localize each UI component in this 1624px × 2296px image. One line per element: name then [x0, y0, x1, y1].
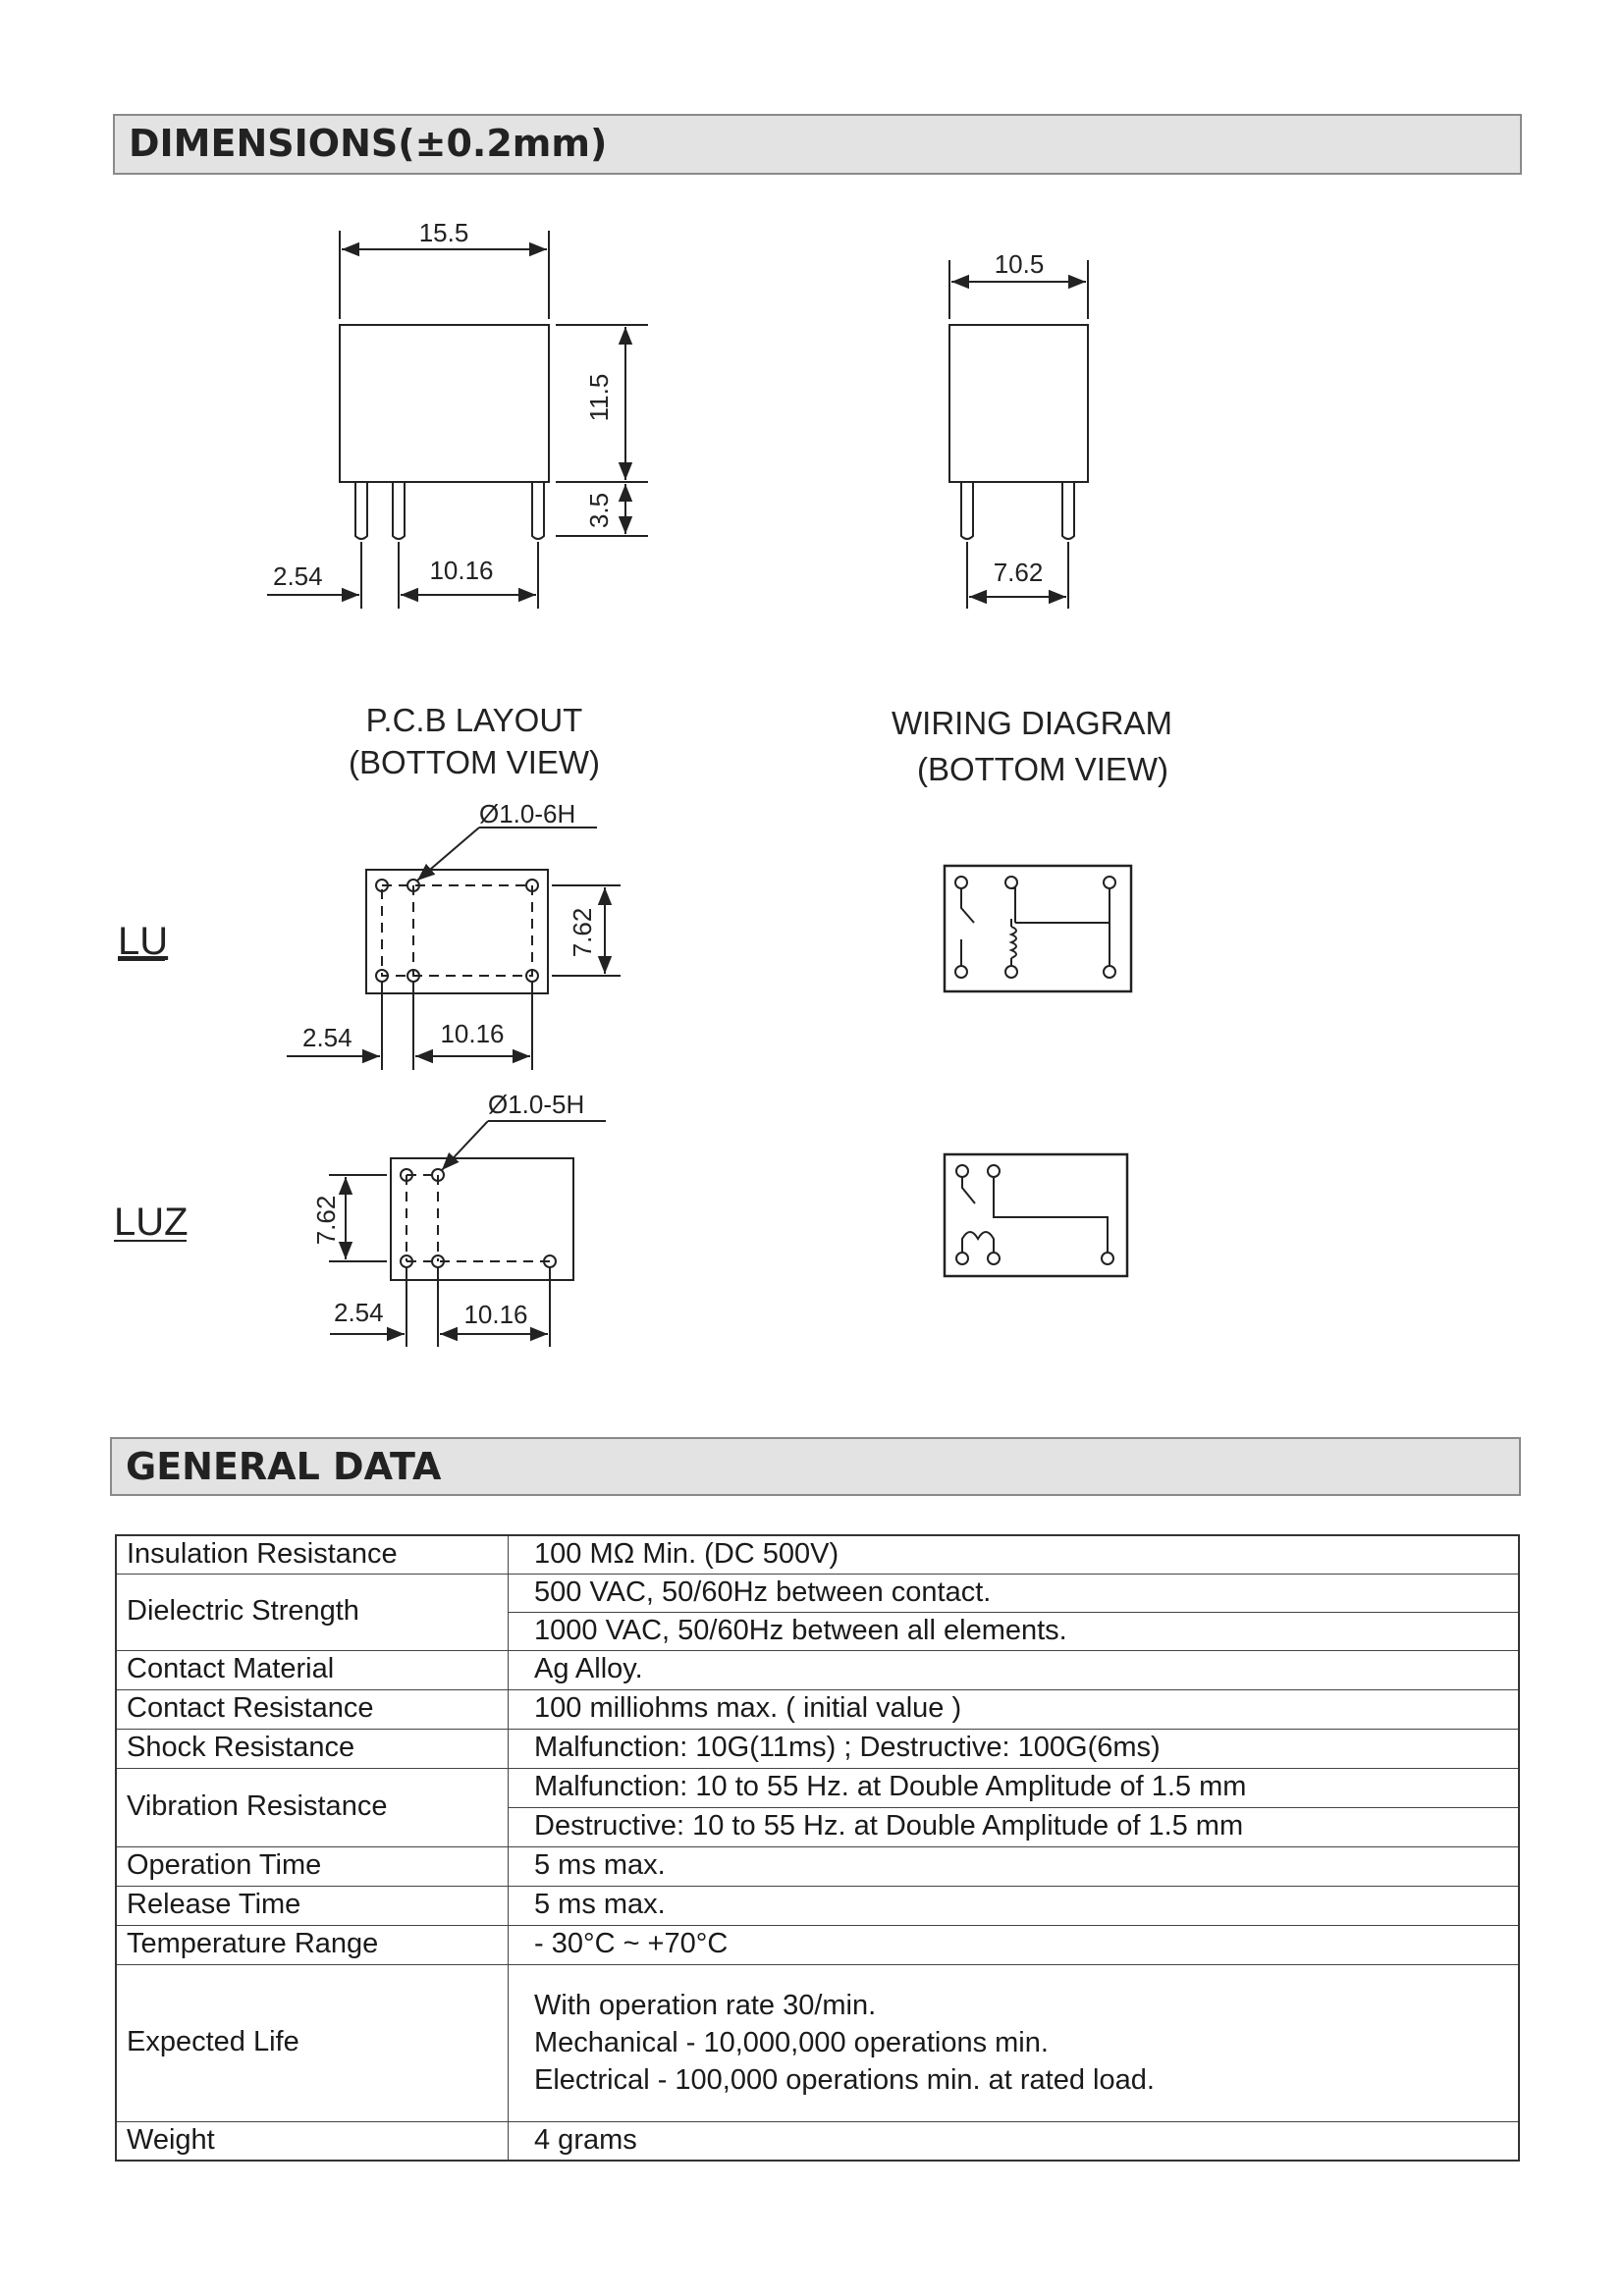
table-row [116, 1650, 1519, 1689]
luz-variant-label: LUZ [114, 1201, 189, 1244]
luz-pcb-holes [401, 1169, 556, 1267]
general-data-table [115, 1534, 1520, 2162]
row-label: Expected Life [116, 1964, 509, 2121]
luz-span-label: 10.16 [463, 1300, 528, 1329]
table-row [116, 1846, 1519, 1886]
row-label: Dielectric Strength [116, 1574, 509, 1650]
luz-coil-icon [962, 1232, 994, 1253]
row-value: 4 grams [509, 2121, 1520, 2161]
row-label: Release Time [116, 1886, 509, 1925]
relay-body-side [340, 325, 549, 482]
relay-pins-end [961, 482, 1074, 539]
lu-hole-note: Ø1.0-6H [479, 799, 576, 828]
lu-pcb-holes [376, 880, 538, 982]
relay-body-end [949, 325, 1088, 482]
row-value: 100 milliohms max. ( initial value ) [509, 1689, 1520, 1729]
row-label: Vibration Resistance [116, 1768, 509, 1846]
lu-height-label: 7.62 [568, 907, 597, 958]
luz-height-label: 7.62 [311, 1195, 341, 1246]
table-row [116, 1574, 1519, 1612]
row-label: Contact Material [116, 1650, 509, 1689]
lu-span-label: 10.16 [440, 1019, 505, 1048]
row-value: Destructive: 10 to 55 Hz. at Double Amplitude of 1.5 mm [509, 1807, 1520, 1846]
luz-offset-label: 2.54 [334, 1298, 384, 1327]
view-titles [349, 702, 1172, 787]
table-row [116, 1729, 1519, 1768]
row-label: Temperature Range [116, 1925, 509, 1964]
row-label: Insulation Resistance [116, 1535, 509, 1574]
dimensions-heading: DIMENSIONS(±0.2mm) [113, 114, 1522, 175]
side-pin-offset-label: 2.54 [273, 561, 323, 591]
table-row [116, 1886, 1519, 1925]
row-value: 5 ms max. [509, 1886, 1520, 1925]
lu-wiring-diagram [945, 866, 1131, 991]
row-label: Operation Time [116, 1846, 509, 1886]
relay-pins-side [355, 482, 544, 539]
pcb-layout-title: P.C.B LAYOUT [365, 702, 583, 738]
variant-labels [114, 920, 189, 1244]
general-data-heading: GENERAL DATA [110, 1437, 1521, 1496]
row-label: Shock Resistance [116, 1729, 509, 1768]
table-row [116, 1925, 1519, 1964]
wiring-diagram-subtitle: (BOTTOM VIEW) [916, 751, 1169, 787]
expected-life-line: Mechanical - 10,000,000 operations min. [534, 2027, 1049, 2058]
table-row [116, 1535, 1519, 1574]
expected-life-line: With operation rate 30/min. [534, 1990, 877, 2021]
row-value: Ag Alloy. [509, 1650, 1520, 1689]
end-pin-span-label: 7.62 [993, 558, 1044, 587]
row-label: Contact Resistance [116, 1689, 509, 1729]
row-value: 1000 VAC, 50/60Hz between all elements. [509, 1612, 1520, 1650]
row-value: Malfunction: 10G(11ms) ; Destructive: 100G(6ms) [509, 1729, 1520, 1768]
row-value: 100 MΩ Min. (DC 500V) [509, 1535, 1520, 1574]
wiring-diagram-title: WIRING DIAGRAM [892, 705, 1172, 741]
end-width-label: 10.5 [994, 249, 1045, 279]
row-value [509, 1964, 1520, 2121]
table-row [116, 1689, 1519, 1729]
body-height-label: 11.5 [584, 373, 614, 422]
lu-variant-label: LU [118, 920, 169, 963]
expected-life-line: Electrical - 100,000 operations min. at rated load. [534, 2064, 1155, 2096]
luz-wiring-diagram [945, 1154, 1127, 1276]
table-row [116, 2121, 1519, 2161]
lu-offset-label: 2.54 [302, 1023, 352, 1052]
table-row [116, 1964, 1519, 2121]
luz-hole-note: Ø1.0-5H [488, 1090, 585, 1119]
row-label: Weight [116, 2121, 509, 2161]
side-pin-span-label: 10.16 [429, 556, 494, 585]
end-view-drawing [949, 260, 1088, 609]
drawing-labels [273, 218, 1044, 591]
table-row [116, 1768, 1519, 1807]
row-value: - 30°C ~ +70°C [509, 1925, 1520, 1964]
lu-coil-icon [1011, 927, 1016, 958]
row-value: 500 VAC, 50/60Hz between contact. [509, 1574, 1520, 1612]
pin-length-label: 3.5 [584, 492, 614, 529]
row-value: 5 ms max. [509, 1846, 1520, 1886]
row-value: Malfunction: 10 to 55 Hz. at Double Amplitude of 1.5 mm [509, 1768, 1520, 1807]
side-width-label: 15.5 [418, 218, 469, 247]
pcb-layout-subtitle: (BOTTOM VIEW) [348, 744, 601, 780]
